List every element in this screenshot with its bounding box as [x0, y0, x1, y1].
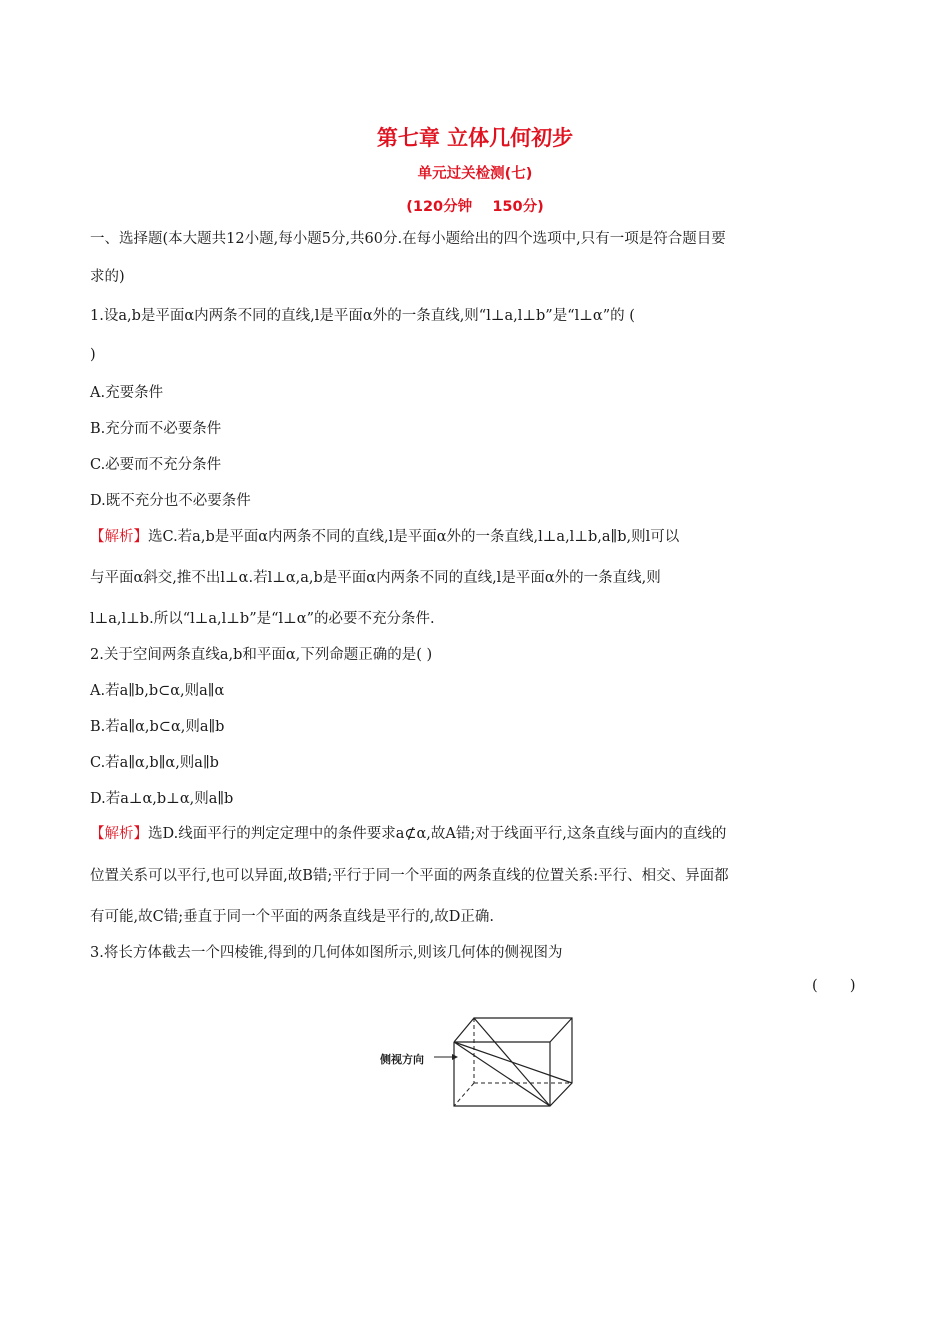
- q2-analysis-line3: 有可能,故C错;垂直于同一个平面的两条直线是平行的,故D正确.: [90, 909, 494, 925]
- q3-answer-bracket: ( ): [812, 978, 856, 994]
- section-heading-line1: 一、选择题(本大题共12小题,每小题5分,共60分.在每小题给出的四个选项中,只有一项是符合题目要: [90, 231, 726, 247]
- analysis-tag: 【解析】: [90, 826, 148, 842]
- direction-arrow-head: [452, 1054, 458, 1060]
- q1-option-d: D.既不充分也不必要条件: [90, 493, 251, 509]
- exam-timing: (120分钟 150分): [406, 199, 544, 215]
- q2-analysis-text1: 选D.线面平行的判定定理中的条件要求a⊄α,故A错;对于线面平行,这条直线与面内的直线的: [148, 826, 727, 842]
- q2-option-a: A.若a∥b,b⊂α,则a∥α: [90, 683, 225, 699]
- q1-stem-line2: ): [90, 347, 96, 363]
- q1-option-c: C.必要而不充分条件: [90, 457, 222, 473]
- q1-option-a: A.充要条件: [90, 385, 164, 401]
- q2-analysis-line1: [90, 824, 726, 844]
- q1-option-b: B.充分而不必要条件: [90, 421, 222, 437]
- top-right-edge: [550, 1018, 572, 1042]
- q2-analysis-line2: 位置关系可以平行,也可以异面,故B错;平行于同一个平面的两条直线的位置关系:平行、相交、异面都: [90, 868, 729, 884]
- q2-option-b: B.若a∥α,b⊂α,则a∥b: [90, 719, 225, 735]
- q2-option-d: D.若a⊥α,b⊥α,则a∥b: [90, 791, 234, 807]
- hidden-left-bottom-edge: [454, 1083, 474, 1106]
- q2-stem: 2.关于空间两条直线a,b和平面α,下列命题正确的是( ): [90, 647, 433, 663]
- analysis-tag: 【解析】: [90, 529, 148, 545]
- q1-stem-line1: 1.设a,b是平面α内两条不同的直线,l是平面α外的一条直线,则“l⊥a,l⊥b”是“l⊥α”的 (: [90, 308, 635, 324]
- q1-analysis-text1: 选C.若a,b是平面α内两条不同的直线,l是平面α外的一条直线,l⊥a,l⊥b,a∥b,则l可以: [148, 529, 680, 545]
- cut-line-3: [474, 1018, 550, 1106]
- q1-analysis-line2: 与平面α斜交,推不出l⊥α.若l⊥α,a,b是平面α内两条不同的直线,l是平面α外的一条直线,则: [90, 570, 661, 586]
- q1-analysis-line1: [90, 527, 679, 547]
- q1-analysis-line3: l⊥a,l⊥b.所以“l⊥a,l⊥b”是“l⊥α”的必要不充分条件.: [90, 611, 435, 627]
- side-view-direction-label: 侧视方向: [380, 1053, 424, 1066]
- section-heading-line2: 求的): [90, 269, 125, 285]
- q2-option-c: C.若a∥α,b∥α,则a∥b: [90, 755, 219, 771]
- unit-title: 单元过关检测(七): [417, 166, 533, 182]
- chapter-title: 第七章 立体几何初步: [376, 126, 574, 150]
- cuboid-figure: [378, 1010, 578, 1110]
- cut-line-1: [454, 1042, 550, 1106]
- q3-stem: 3.将长方体截去一个四棱锥,得到的几何体如图所示,则该几何体的侧视图为: [90, 945, 563, 961]
